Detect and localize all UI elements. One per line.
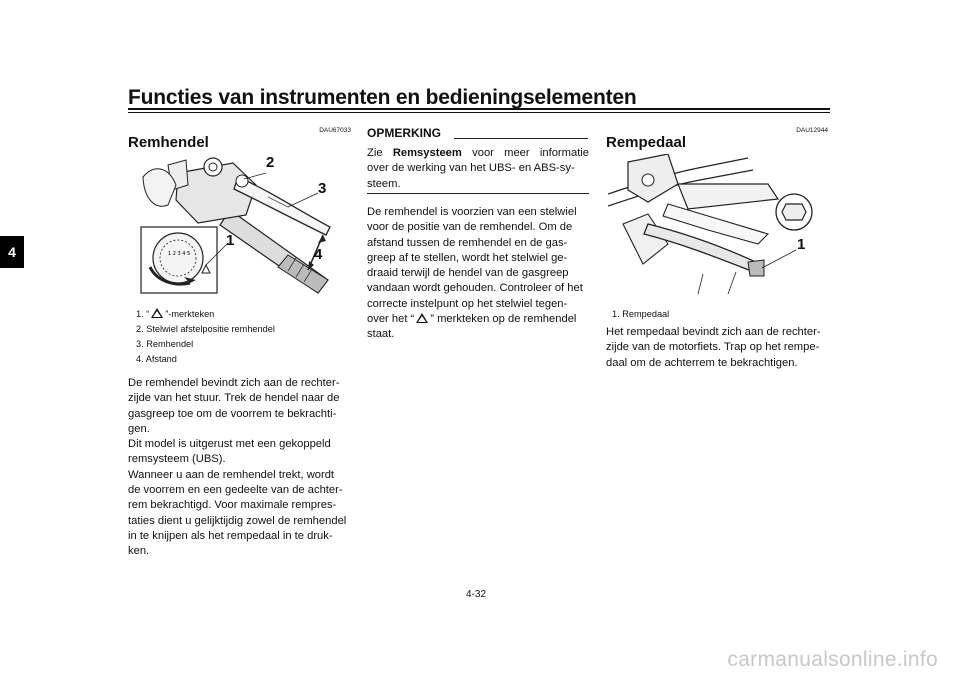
text-line: De remhendel bevindt zich aan de rechter- — [128, 377, 340, 389]
figure-captions-remhendel — [136, 307, 356, 367]
text-line: Dit model is uitgerust met een gekoppeld — [128, 438, 331, 451]
text-line: over het “ ” merkteken op de remhendel — [367, 313, 577, 326]
body-text-stelwiel — [367, 205, 589, 343]
note-end-rule — [367, 193, 589, 194]
text-line: greep af te stellen, wordt het stelwiel ge- — [367, 251, 568, 264]
header-rule — [128, 108, 830, 113]
text-line: remsysteem (UBS). — [128, 453, 226, 466]
figure-label-4: 4 — [314, 246, 323, 263]
warning-triangle-icon — [416, 313, 428, 323]
watermark: carmanualsonline.info — [727, 648, 938, 671]
text-line: daal om de achterrem te bekrachtigen. — [606, 356, 798, 369]
text-line: Het rempedaal bevindt zich aan de rechter- — [606, 326, 821, 338]
warning-triangle-icon — [151, 308, 163, 318]
text-line: zijde van het stuur. Trek de hendel naar de — [128, 392, 340, 405]
note-heading-rule — [454, 138, 588, 139]
text-line: de voorrem en een gedeelte van de achter- — [128, 484, 343, 497]
page-header-title: Functies van instrumenten en bedieningselementen — [128, 86, 637, 109]
text-line: over de werking van het UBS- en ABS-sy- — [367, 162, 575, 175]
text-line: staat. — [367, 328, 395, 341]
text-line: gasgreep toe om de voorrem te bekrachti- — [128, 407, 337, 420]
section-title-rempedaal: Rempedaal — [606, 134, 687, 151]
text-line: Zie Remsysteem voor meer informatie — [367, 147, 590, 159]
figure-caption-rempedaal: 1. Rempedaal — [612, 309, 670, 319]
caption-item: 1. “ ”-merkteken — [136, 309, 215, 319]
text-line: ken. — [128, 545, 150, 558]
brake-lever-illustration — [138, 155, 338, 297]
text-line: in te knijpen als het rempedaal in te druk- — [128, 529, 333, 542]
text-line: vandaan wordt gehouden. Controleer of het — [367, 282, 583, 295]
body-text-remhendel — [128, 376, 350, 560]
section-title-remhendel: Remhendel — [128, 134, 209, 151]
figure-label-3: 3 — [318, 180, 327, 197]
figure-label-1: 1 — [226, 232, 235, 249]
text-line: De remhendel is voorzien van een stelwiel — [367, 206, 577, 218]
text-line: draaid terwijl de hendel van de gasgreep — [367, 267, 569, 280]
figure-label-1-pedal: 1 — [797, 236, 806, 253]
section-code-rempedaal: DAU12944 — [796, 127, 828, 134]
text-line: zijde van de motorfiets. Trap op het rempe- — [606, 341, 820, 354]
chapter-tab: 4 — [0, 236, 24, 268]
figure-label-2: 2 — [266, 154, 275, 171]
text-line: correcte instelpunt op het stelwiel tegen- — [367, 297, 568, 310]
note-text — [367, 146, 589, 192]
text-line: gen. — [128, 422, 150, 435]
page-number: 4-32 — [466, 589, 487, 600]
body-text-rempedaal — [606, 325, 828, 371]
brake-pedal-illustration — [608, 154, 826, 296]
text-line: steem. — [367, 177, 401, 190]
section-code-remhendel: DAU67033 — [319, 127, 351, 134]
text-line: taties dient u gelijktijdig zowel de remhendel — [128, 514, 347, 527]
note-heading: OPMERKING — [367, 126, 442, 140]
text-line: Wanneer u aan de remhendel trekt, wordt — [128, 468, 335, 481]
caption-item: 4. Afstand — [136, 354, 177, 364]
text-line: rem bekrachtigd. Voor maximale rempres- — [128, 499, 337, 512]
text-line: voor de positie van de remhendel. Om de — [367, 221, 573, 234]
text-line: afstand tussen de remhendel en de gas- — [367, 236, 568, 249]
svg-text:1 2 3 4 5: 1 2 3 4 5 — [168, 251, 191, 257]
caption-item: 2. Stelwiel afstelpositie remhendel — [136, 324, 275, 334]
caption-item: 3. Remhendel — [136, 339, 194, 349]
